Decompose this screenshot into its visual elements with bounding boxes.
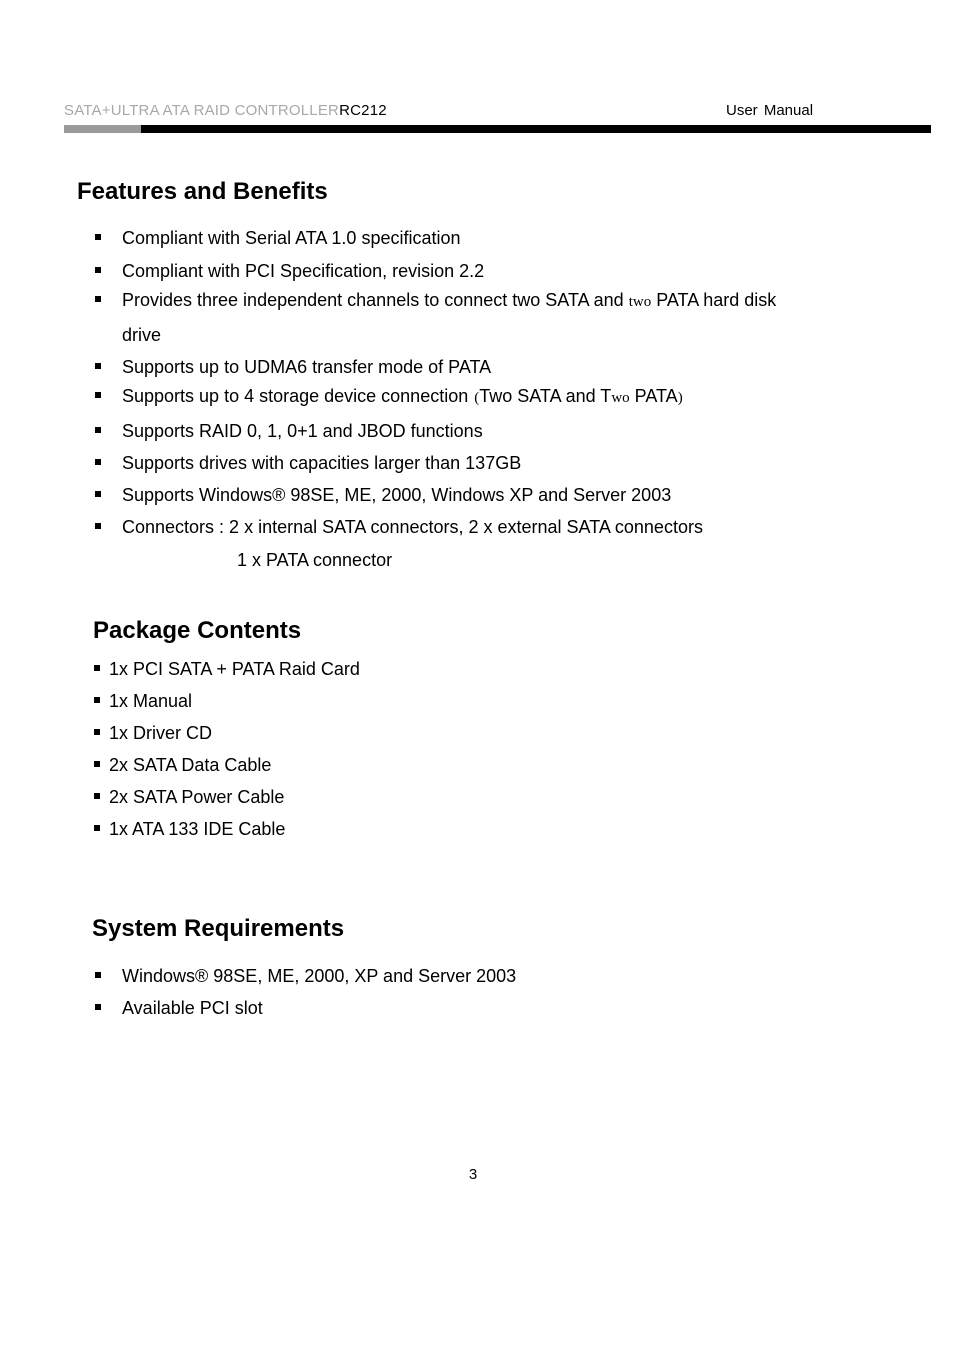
list-item: Windows® 98SE, ME, 2000, XP and Server 2003 bbox=[122, 966, 517, 986]
bullet-icon bbox=[95, 972, 101, 978]
bullet-icon bbox=[95, 267, 101, 273]
bullet-icon bbox=[94, 665, 100, 671]
list-item: Supports up to UDMA6 transfer mode of PATA bbox=[122, 357, 492, 377]
bullet-icon bbox=[95, 459, 101, 465]
list-item: Supports RAID 0, 1, 0+1 and JBOD functions bbox=[122, 421, 483, 441]
header-rule-gray bbox=[64, 125, 141, 133]
bullet-icon bbox=[95, 296, 101, 302]
bullet-icon bbox=[95, 363, 101, 369]
bullet-icon bbox=[94, 729, 100, 735]
model-number: RC212 bbox=[339, 102, 387, 119]
page-number: 3 bbox=[468, 1166, 478, 1183]
bullet-icon bbox=[95, 392, 101, 398]
list-item: Compliant with Serial ATA 1.0 specification bbox=[122, 228, 461, 248]
package-heading: Package Contents bbox=[93, 617, 302, 644]
list-item: Available PCI slot bbox=[122, 998, 263, 1018]
list-item-continuation: drive bbox=[122, 325, 162, 345]
list-item: Provides three independent channels to connect two SATA and two PATA hard disk bbox=[122, 290, 777, 310]
running-header-manual: User Manual bbox=[726, 102, 814, 119]
list-item: 1x Manual bbox=[109, 691, 193, 711]
list-item: 1x PCI SATA + PATA Raid Card bbox=[109, 659, 360, 679]
list-item: Compliant with PCI Specification, revision 2.2 bbox=[122, 261, 485, 281]
list-item: 2x SATA Power Cable bbox=[109, 787, 285, 807]
bullet-icon bbox=[94, 793, 100, 799]
bullet-icon bbox=[95, 427, 101, 433]
bullet-icon bbox=[94, 697, 100, 703]
product-name: SATA+ULTRA ATA RAID CONTROLLER bbox=[64, 102, 340, 119]
features-heading: Features and Benefits bbox=[77, 178, 328, 205]
requirements-heading: System Requirements bbox=[92, 915, 345, 942]
bullet-icon bbox=[95, 234, 101, 240]
list-item: 1x Driver CD bbox=[109, 723, 213, 743]
list-item: 1x ATA 133 IDE Cable bbox=[109, 819, 286, 839]
list-item: Connectors : 2 x internal SATA connectors, 2 x external SATA connectors bbox=[122, 517, 703, 537]
bullet-icon bbox=[95, 523, 101, 529]
bullet-icon bbox=[94, 761, 100, 767]
bullet-icon bbox=[95, 1004, 101, 1010]
running-header-title bbox=[64, 102, 387, 119]
list-item: Supports up to 4 storage device connection (Two SATA and Two PATA) bbox=[122, 386, 683, 406]
header-rule-black bbox=[141, 125, 931, 133]
list-item: Supports Windows® 98SE, ME, 2000, Windows XP and Server 2003 bbox=[122, 485, 672, 505]
bullet-icon bbox=[94, 825, 100, 831]
list-item-continuation: 1 x PATA connector bbox=[237, 550, 393, 570]
bullet-icon bbox=[95, 491, 101, 497]
list-item: Supports drives with capacities larger than 137GB bbox=[122, 453, 522, 473]
list-item: 2x SATA Data Cable bbox=[109, 755, 272, 775]
